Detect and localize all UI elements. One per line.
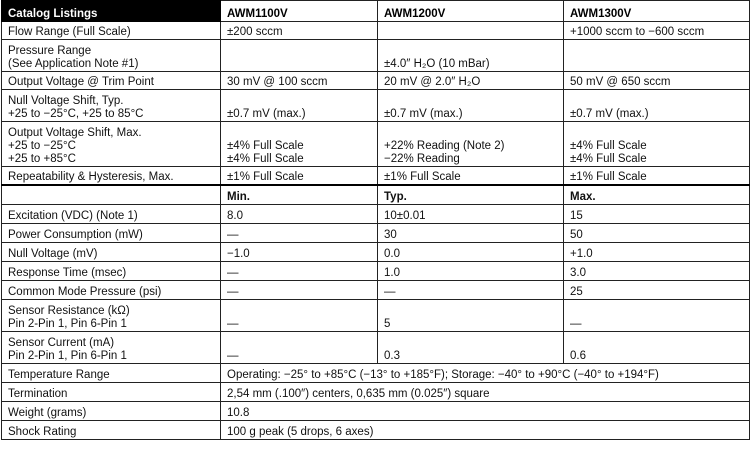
subheader-max: Max. (564, 185, 750, 205)
cell: 50 mV @ 650 sccm (564, 72, 750, 90)
cell-min: — (221, 281, 378, 300)
row-label: Power Consumption (mW) (2, 224, 221, 243)
row-label: Weight (grams) (2, 402, 221, 421)
cell: +22% Reading (Note 2) −22% Reading (378, 122, 564, 167)
row-label: Null Voltage (mV) (2, 243, 221, 262)
table-row (2, 243, 750, 262)
header-title: Catalog Listings (2, 1, 221, 22)
row-label: Common Mode Pressure (psi) (2, 281, 221, 300)
row-label: Response Time (msec) (2, 262, 221, 281)
row-label: Output Voltage Shift, Max. +25 to −25°C +25 to +85°C (2, 122, 221, 167)
row-label: Temperature Range (2, 364, 221, 383)
row-label: Shock Rating (2, 421, 221, 440)
shock-rating-value: 100 g peak (5 drops, 6 axes) (221, 421, 750, 440)
subheader-blank (2, 185, 221, 205)
cell-max: 25 (564, 281, 750, 300)
cell-max: — (564, 300, 750, 332)
cell: ±0.7 mV (max.) (221, 90, 378, 122)
table-row (2, 40, 750, 72)
cell-typ: 0.0 (378, 243, 564, 262)
table-row (2, 22, 750, 40)
cell-min: — (221, 224, 378, 243)
table-row (2, 224, 750, 243)
cell: ±4% Full Scale ±4% Full Scale (221, 122, 378, 167)
model-awm1100v: AWM1100V (221, 1, 378, 22)
cell: ±200 sccm (221, 22, 378, 40)
cell-min: −1.0 (221, 243, 378, 262)
row-label: Flow Range (Full Scale) (2, 22, 221, 40)
cell: ±4% Full Scale ±4% Full Scale (564, 122, 750, 167)
table-row (2, 90, 750, 122)
row-label: Null Voltage Shift, Typ. +25 to −25°C, +25 to 85°C (2, 90, 221, 122)
table-row (2, 332, 750, 364)
cell-max: 50 (564, 224, 750, 243)
cell-typ: 0.3 (378, 332, 564, 364)
cell-max: 15 (564, 205, 750, 224)
cell: ±4.0″ H₂O (10 mBar) (378, 40, 564, 72)
cell-typ: 10±0.01 (378, 205, 564, 224)
table-row (2, 72, 750, 90)
cell-typ: — (378, 281, 564, 300)
cell-typ: 5 (378, 300, 564, 332)
cell: ±0.7 mV (max.) (378, 90, 564, 122)
cell-min: — (221, 262, 378, 281)
table-row (2, 364, 750, 383)
cell: 20 mV @ 2.0″ H₂O (378, 72, 564, 90)
subheader-row (2, 185, 750, 205)
subheader-min: Min. (221, 185, 378, 205)
subheader-typ: Typ. (378, 185, 564, 205)
table-row (2, 383, 750, 402)
row-label: Termination (2, 383, 221, 402)
row-label: Sensor Current (mA) Pin 2-Pin 1, Pin 6-Pin 1 (2, 332, 221, 364)
cell (564, 40, 750, 72)
row-label: Repeatability & Hysteresis, Max. (2, 167, 221, 186)
table-row (2, 281, 750, 300)
cell: 30 mV @ 100 sccm (221, 72, 378, 90)
table-row (2, 300, 750, 332)
cell-max: +1.0 (564, 243, 750, 262)
table-row (2, 421, 750, 440)
cell-typ: 30 (378, 224, 564, 243)
cell-min: — (221, 300, 378, 332)
cell-min: — (221, 332, 378, 364)
cell-max: 3.0 (564, 262, 750, 281)
termination-value: 2,54 mm (.100″) centers, 0,635 mm (0.025″) square (221, 383, 750, 402)
temperature-range-value: Operating: −25° to +85°C (−13° to +185°F); Storage: −40° to +90°C (−40° to +194°F) (221, 364, 750, 383)
table-row (2, 262, 750, 281)
table-row (2, 167, 750, 186)
model-awm1200v: AWM1200V (378, 1, 564, 22)
model-awm1300v: AWM1300V (564, 1, 750, 22)
spec-table (1, 0, 750, 440)
cell: +1000 sccm to −600 sccm (564, 22, 750, 40)
row-label: Pressure Range (See Application Note #1) (2, 40, 221, 72)
cell: ±1% Full Scale (378, 167, 564, 186)
header-row (2, 1, 750, 22)
cell (221, 40, 378, 72)
cell-typ: 1.0 (378, 262, 564, 281)
cell: ±0.7 mV (max.) (564, 90, 750, 122)
cell-min: 8.0 (221, 205, 378, 224)
row-label: Excitation (VDC) (Note 1) (2, 205, 221, 224)
cell: ±1% Full Scale (564, 167, 750, 186)
table-row (2, 402, 750, 421)
table-row (2, 122, 750, 167)
weight-value: 10.8 (221, 402, 750, 421)
cell-max: 0.6 (564, 332, 750, 364)
row-label: Output Voltage @ Trim Point (2, 72, 221, 90)
cell: ±1% Full Scale (221, 167, 378, 186)
cell (378, 22, 564, 40)
table-row (2, 205, 750, 224)
row-label: Sensor Resistance (kΩ) Pin 2-Pin 1, Pin 6-Pin 1 (2, 300, 221, 332)
